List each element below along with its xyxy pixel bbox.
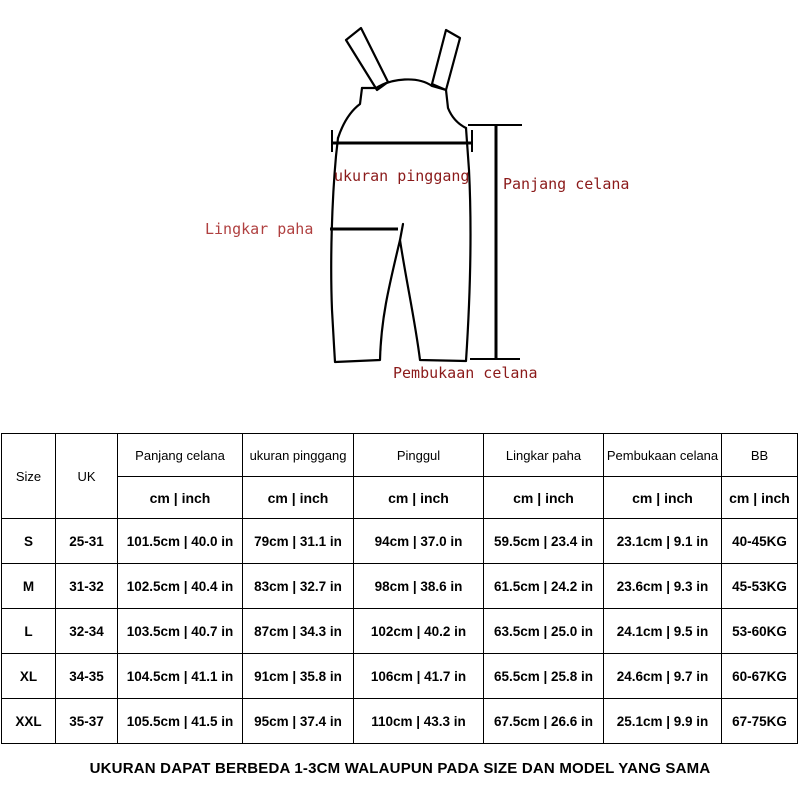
cell-bb: 40-45KG	[722, 519, 798, 564]
overalls-outline	[331, 28, 470, 362]
cell-bb: 67-75KG	[722, 699, 798, 744]
cell-uk: 31-32	[56, 564, 118, 609]
cell-length: 104.5cm | 41.1 in	[118, 654, 243, 699]
cell-uk: 25-31	[56, 519, 118, 564]
header-uk: UK	[56, 434, 118, 519]
cell-waist: 83cm | 32.7 in	[243, 564, 354, 609]
cell-opening: 25.1cm | 9.9 in	[604, 699, 722, 744]
header-row	[2, 434, 798, 477]
cell-length: 105.5cm | 41.5 in	[118, 699, 243, 744]
unit-label: cm | inch	[722, 477, 798, 519]
cell-size: XL	[2, 654, 56, 699]
opening-label: Pembukaan celana	[393, 364, 538, 382]
header-bb: BB	[722, 434, 798, 477]
cell-thigh: 65.5cm | 25.8 in	[484, 654, 604, 699]
header-size: Size	[2, 434, 56, 519]
cell-opening: 23.6cm | 9.3 in	[604, 564, 722, 609]
table-row	[2, 519, 798, 564]
unit-label: cm | inch	[604, 477, 722, 519]
waist-label: ukuran pinggang	[334, 167, 470, 185]
cell-waist: 79cm | 31.1 in	[243, 519, 354, 564]
cell-length: 101.5cm | 40.0 in	[118, 519, 243, 564]
header-opening: Pembukaan celana	[604, 434, 722, 477]
table-row	[2, 609, 798, 654]
cell-hip: 110cm | 43.3 in	[354, 699, 484, 744]
table-row	[2, 699, 798, 744]
cell-uk: 32-34	[56, 609, 118, 654]
cell-hip: 98cm | 38.6 in	[354, 564, 484, 609]
cell-thigh: 59.5cm | 23.4 in	[484, 519, 604, 564]
cell-opening: 24.6cm | 9.7 in	[604, 654, 722, 699]
cell-thigh: 63.5cm | 25.0 in	[484, 609, 604, 654]
cell-bb: 60-67KG	[722, 654, 798, 699]
cell-size: M	[2, 564, 56, 609]
table-row	[2, 564, 798, 609]
cell-opening: 24.1cm | 9.5 in	[604, 609, 722, 654]
length-label: Panjang celana	[503, 175, 630, 193]
cell-opening: 23.1cm | 9.1 in	[604, 519, 722, 564]
cell-thigh: 67.5cm | 26.6 in	[484, 699, 604, 744]
cell-waist: 87cm | 34.3 in	[243, 609, 354, 654]
cell-length: 103.5cm | 40.7 in	[118, 609, 243, 654]
header-waist: ukuran pinggang	[243, 434, 354, 477]
cell-size: S	[2, 519, 56, 564]
cell-waist: 91cm | 35.8 in	[243, 654, 354, 699]
unit-label: cm | inch	[243, 477, 354, 519]
cell-size: L	[2, 609, 56, 654]
header-hip: Pinggul	[354, 434, 484, 477]
cell-uk: 34-35	[56, 654, 118, 699]
unit-row	[2, 477, 798, 519]
header-thigh: Lingkar paha	[484, 434, 604, 477]
cell-bb: 53-60KG	[722, 609, 798, 654]
cell-hip: 94cm | 37.0 in	[354, 519, 484, 564]
unit-label: cm | inch	[118, 477, 243, 519]
cell-hip: 102cm | 40.2 in	[354, 609, 484, 654]
cell-uk: 35-37	[56, 699, 118, 744]
cell-waist: 95cm | 37.4 in	[243, 699, 354, 744]
size-chart-table	[1, 433, 798, 744]
thigh-label: Lingkar paha	[205, 220, 314, 238]
header-length: Panjang celana	[118, 434, 243, 477]
cell-hip: 106cm | 41.7 in	[354, 654, 484, 699]
table-row	[2, 654, 798, 699]
footer-note: UKURAN DAPAT BERBEDA 1-3CM WALAUPUN PADA SIZE DAN MODEL YANG SAMA	[89, 760, 711, 777]
unit-label: cm | inch	[484, 477, 604, 519]
cell-bb: 45-53KG	[722, 564, 798, 609]
unit-label: cm | inch	[354, 477, 484, 519]
cell-thigh: 61.5cm | 24.2 in	[484, 564, 604, 609]
cell-length: 102.5cm | 40.4 in	[118, 564, 243, 609]
cell-size: XXL	[2, 699, 56, 744]
